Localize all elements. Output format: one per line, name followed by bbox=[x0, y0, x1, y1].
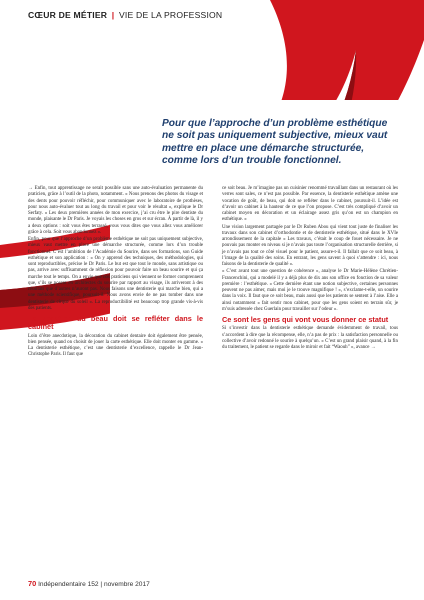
paragraph: → Enfin, tout apprentissage ne serait possible sans une auto-évaluation permanente du praticien, grâce à l’outil de la photo, notamment. « Nous prenons des photos du visage et des dents pour pouvoir réfléchir, pour communiquer avec le laboratoire de prothèses, pour nous auto-évaluer tout au long du travail et pour voir le résultat », explique le Dr Serfaty. « Les deux premières années de mon exercice, j’ai cru être le pire dentiste du monde, plaisante le Dr Paris. Je voyais les choses en gros et sur écran. À partir de là, il y a deux options : soit vous êtes terrassé, vous vous dites que vous allez vous améliorer grâce à cela. Soit vous abandonnez ». bbox=[28, 186, 203, 235]
section-label: CŒUR DE MÉTIER bbox=[28, 10, 108, 20]
subsection-label: VIE DE LA PROFESSION bbox=[119, 10, 223, 20]
subheading: La vocation du beau doit se refléter dans le cabinet bbox=[28, 314, 203, 332]
page-footer bbox=[28, 579, 150, 588]
header-separator: | bbox=[111, 10, 115, 20]
magazine-issue: Indépendentaire 152 | novembre 2017 bbox=[38, 581, 150, 588]
paragraph: ce soit beau. Je m’imagine pas un cuisinier renommé travaillant dans un restaurant où les verres sont sales, ce n’est pas possible. Par essence, la dentisterie esthétique amène une vocation de goût, de beau, qui doit se refléter dans le cabinet, poursuit-il. L’idée est d’avoir un cabinet à la hauteur de ce que l’on propose. C’est très compliqué d’avoir un cabinet moyen en décoration et un éclairage assez gris qu’on est un champion en esthétique. » bbox=[222, 186, 398, 223]
page-number: 70 bbox=[28, 579, 37, 588]
paragraph: Si s’investir dans la dentisterie esthétique demande évidemment de travail, tous s’accordent à dire que la récompense, elle, n’a pas de prix : la satisfaction personnelle ou collective d’avoir redonné le sourire à quelqu’un. « C’est un grand plaisir quand, à la fin du traitement, le patient se regarde dans le miroir et fait “Waouh” », avance → bbox=[222, 326, 398, 351]
paragraph: Une vision largement partagée par le Dr Ruben Abou qui vient tout juste de finaliser les travaux dans son cabinet d’orthodontie et de dentisterie esthétique, situé dans le XVIe arrondissement de la capitale « Les travaux, c’était le coup de fouet nécessaire. Je ne pouvais pas monter en niveau si je n’avais pas toute l’organisation structurelle derrière, si je n’avais pas tout ce côté visuel pour le patient, assure-t-il. Il fallait que ce soit beau, à l’image de la qualité des soins. En entrant, les gens savent à quoi s’attendre : ici, nous faisons de la dentisterie de qualité ». bbox=[222, 224, 398, 267]
paragraph: Loin d’être anecdotique, la décoration du cabinet dentaire doit également être pensée, bien pensée, quand on choisit de jouer la carte esthétique. Elle doit monter en gamme. « La dentisterie esthétique, c’est une dentisterie d’excellence, rappelle le Dr Jean-Christophe Paris. Il faut que bbox=[28, 333, 203, 358]
article-column-left bbox=[28, 186, 203, 360]
article-column-right bbox=[222, 186, 398, 352]
paragraph: Enfin, pour que l’approche d’un problème esthétique ne soit pas uniquement subjective, mieux vaut mettre en place une démarche structurée, comme lors d’un trouble fonctionnel. C’est l’ambition de l’Académie du Sourire, dans ses formations, son Guide esthétique et son application : « On y apprend des techniques, des méthodologies, qui sont reproductibles, précise le Dr Paris. Le but est que tout le monde, sans artistique ou pas, arrive avec suffisamment de réflexion pour pouvoir faire un beau sourire et qui ça marche tout le temps. On a envie que nos praticiens qui viennent se former comprennent que, s’ils se posent en architectes du sourire par rapport au visage, ils arriveront à des résultats que d’autres n’auront pas. Nous faisons une dentisterie qui marche bien, qui a une méthode scientifique, poursuit-il. Nous avons envie de ne pas tomber dans une dentisterie de cirque du soleil ». La reproductibilité est beaucoup trop grande vis-à-vis des patients. bbox=[28, 237, 203, 311]
paragraph: « C’est avant tout une question de cohérence », analyse le Dr Marie-Hélène Chrétien-Francenchini, qui a modelé il y a déjà plus de dix ans son office en fonction de sa valeur première : l’esthétique. « Cette dernière étant une notion subjective, certaines personnes peuvent ne pas aimer, mais moi je le trouve magnifique ! », s’exclame-t-elle, un sourire dans la voix. Il faut que ce soit beau, mais aussi que les patients se sentent à l’aise. Elle a ainsi notamment « fait sentir mon cabinet, pour que les gens soient en terrain sûr, je m’suis adressée chez Guerlain pour travailler sur l’odeur ». bbox=[222, 269, 398, 312]
pull-quote: Pour que l’approche d’un problème esthétique ne soit pas uniquement subjective, mieux vaut mettre en place une démarche structurée, comme lors d’un trouble fonctionnel. bbox=[162, 118, 388, 166]
subheading: Ce sont les gens qui vont vous donner ce statut bbox=[222, 315, 389, 324]
